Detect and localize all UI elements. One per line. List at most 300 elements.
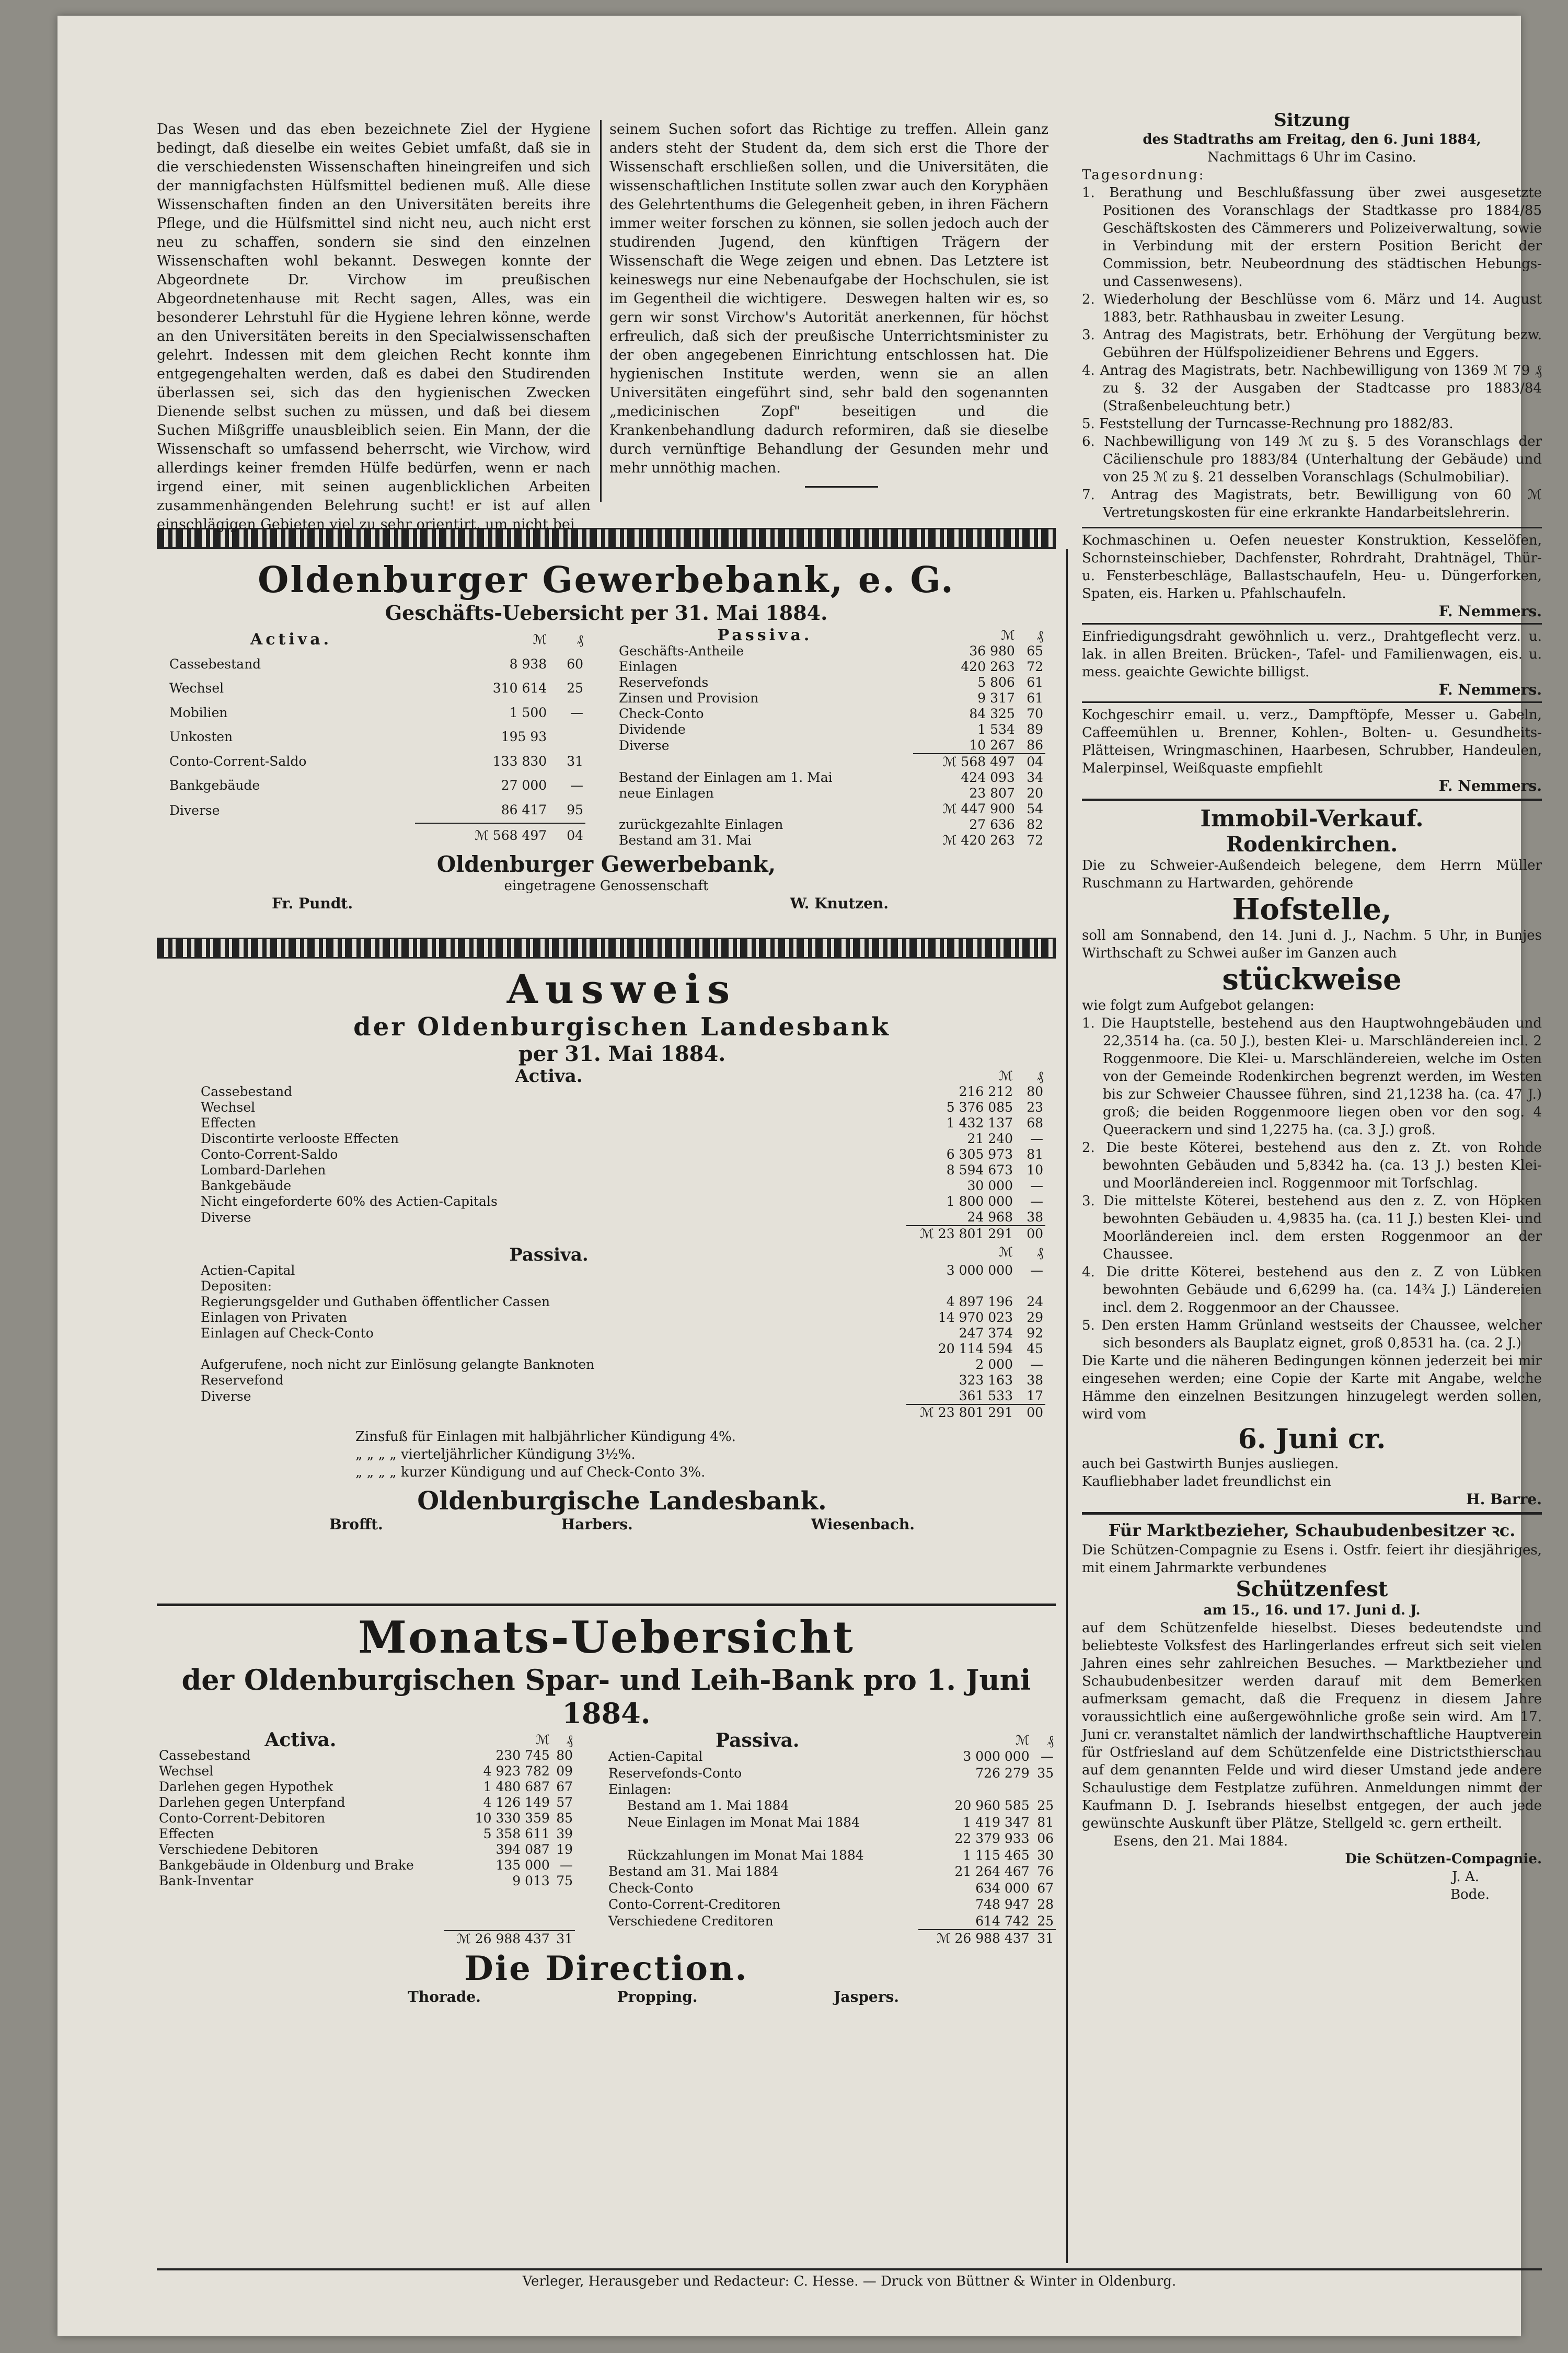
mark-symbol: ℳ bbox=[999, 1244, 1013, 1260]
spacer bbox=[899, 1084, 906, 1100]
table-row bbox=[199, 1178, 1045, 1194]
immobil-text4: Die Karte und die näheren Bedingungen können jederzeit bei mir eingesehen werden; eine Copie der Karte mit Angabe, welche Hämme den einzelnen Besitzungen hinzugelegt werden sollen, wird vom bbox=[1082, 1353, 1542, 1422]
landesbank-date: per 31. Mai 1884. bbox=[518, 1042, 726, 1066]
row-label: Einlagen von Privaten bbox=[201, 1310, 348, 1325]
row-m: 22 379 933 bbox=[954, 1831, 1030, 1847]
nemmers-sign-2: F. Nemmers. bbox=[1438, 681, 1542, 698]
depositen-total-pf: 45 bbox=[1027, 1341, 1043, 1356]
row-d: — bbox=[570, 778, 583, 793]
gewerbebank-section bbox=[157, 549, 1056, 936]
immobil-date: 6. Juni cr. bbox=[1238, 1423, 1386, 1455]
row-d: 95 bbox=[567, 802, 583, 818]
row-label: Lombard-Darlehen bbox=[201, 1162, 326, 1178]
property-item: 4. Die dritte Köterei, bestehend aus den z. Z von Lübken bewohnten Gebäude und 6,6299 ha. (ca. 14¾ J.) Ländereien incl. dem 2. Roggenmoor an der Chaussee. bbox=[1082, 1264, 1542, 1316]
left-column bbox=[157, 89, 1056, 2019]
row-d: 17 bbox=[1027, 1388, 1043, 1403]
row-d: 81 bbox=[1037, 1814, 1054, 1830]
passiva-label: Passiva. bbox=[509, 1244, 589, 1265]
table-row bbox=[167, 652, 585, 677]
row-d: 38 bbox=[1027, 1209, 1043, 1225]
zinsfuss-2: „ „ „ „ vierteljährlicher Kündigung 3½%. bbox=[355, 1447, 636, 1462]
row-d: 76 bbox=[1037, 1864, 1054, 1879]
row-m: 4 923 782 bbox=[483, 1763, 550, 1779]
signature-jaspers: Jaspers. bbox=[834, 1988, 899, 2005]
table-row bbox=[617, 722, 1045, 737]
immobil-list bbox=[1082, 1014, 1542, 1352]
row-d: — bbox=[1030, 1194, 1043, 1209]
row-label: Mobilien bbox=[169, 705, 228, 720]
row-label: Verschiedene Debitoren bbox=[159, 1842, 318, 1857]
schuetzen-title: Für Marktbezieher, Schaubudenbesitzer ꝛc. bbox=[1108, 1520, 1516, 1540]
row-d: 25 bbox=[567, 680, 583, 696]
row-m: 195 93 bbox=[501, 729, 547, 745]
table-row bbox=[606, 1765, 1056, 1781]
table-row bbox=[157, 1873, 575, 1889]
row-d: 89 bbox=[1027, 722, 1043, 737]
table-row bbox=[199, 1209, 1045, 1226]
property-item: 3. Die mittelste Köterei, bestehend aus den z. Z. von Höpken bewohnten Gebäuden u. 4,9835 ha. (ca. 11 J.) besten Klei- und Moorländereien incl. dem ersten Roggenmoor an der Chaussee. bbox=[1082, 1193, 1542, 1262]
row-label: Diverse bbox=[619, 737, 670, 753]
row-label: Einlagen: bbox=[608, 1782, 672, 1797]
activa-total-pf: 04 bbox=[549, 823, 585, 848]
row-label: Conto-Corrent-Saldo bbox=[169, 753, 307, 769]
table-row bbox=[199, 1084, 1045, 1100]
row-m: 6 305 973 bbox=[946, 1147, 1013, 1162]
signature-thorade: Thorade. bbox=[408, 1988, 481, 2005]
row-m: 1 534 bbox=[977, 722, 1015, 737]
table-row bbox=[606, 1814, 1056, 1830]
row-d: 57 bbox=[556, 1795, 573, 1810]
row-d: 92 bbox=[1027, 1325, 1043, 1341]
agenda-item: 6. Nachbewilligung von 149 ℳ zu §. 5 des Voranschlags der Cäcilienschule pro 1883/84 (Unterhaltung der Gebäude) und von 25 ℳ zu §. 21 desselben Voranschlags (Schulmobiliar). bbox=[1082, 434, 1542, 485]
ad-rule bbox=[1082, 1512, 1542, 1515]
table-row bbox=[157, 1810, 575, 1826]
spacer bbox=[909, 1880, 914, 1896]
schuetzen-ia: J. A. bbox=[1452, 1869, 1479, 1885]
immobil-sign: H. Barre. bbox=[1466, 1491, 1542, 1508]
passiva-total-pf: 00 bbox=[1015, 1404, 1045, 1421]
table-row bbox=[199, 1294, 1045, 1310]
table-row bbox=[157, 1763, 575, 1779]
spacer bbox=[909, 1847, 914, 1863]
spacer bbox=[909, 1781, 914, 1797]
activa-total: ℳ 23 801 291 bbox=[906, 1226, 1015, 1242]
row-m: 135 000 bbox=[495, 1858, 550, 1873]
table-row bbox=[167, 725, 585, 749]
passiva-total: ℳ 568 497 bbox=[913, 754, 1017, 770]
row-d: 10 bbox=[1027, 1162, 1043, 1178]
row-m: 4 126 149 bbox=[483, 1795, 550, 1810]
table-row bbox=[606, 1913, 1056, 1930]
spacer bbox=[909, 1831, 914, 1847]
row-d bbox=[1032, 1781, 1056, 1797]
activa-label: Activa. bbox=[250, 630, 332, 649]
agenda-item: 4. Antrag des Magistrats, betr. Nachbewilligung von 1369 ℳ 79 ₰ zu §. 32 der Ausgaben der Stadtcasse pro 1883/84 (Straßenbeleuchtung betr.) bbox=[1082, 363, 1542, 414]
article-right: seinem Suchen sofort das Richtige zu treffen. Allein ganz anders steht der Student da, dem sich erst die Thore der Wissenschaft erschließen sollen, und die Universitäten, die wissenschaftlichen Institute sollen zwar auch den Koryphäen des Gelehrtenthums die Gelegenheit geben, in ihren Fächern immer weiter forschen zu können, sie sollen jedoch auch der studirenden Jugend, den künftigen Trägern der Wissenschaft die Wege zeigen und ebnen. Das Letztere ist keineswegs nur eine Nebenaufgabe der Hochschulen, sie ist im Gegentheil die wichtigere. Deswegen halten wir es, so gern wir sonst Virchow's Autorität anerkennen, für höchst erfreulich, daß sich der preußische Unterrichtsminister zu der oben angegebenen Einrichtung entschlossen hat. Die hygienischen Institute werden, wenn sie an allen Universitäten eingeführt sind, sehr bald den sogenannten „medicinischen Zopf" beseitigen und die Krankenbehandlung dadurch reformiren, daß sie dieselbe durch vernünftige Behandlung der Gesunden mehr und mehr unnöthig machen. bbox=[609, 121, 1048, 476]
spacer bbox=[914, 1847, 918, 1863]
row-label: Effecten bbox=[159, 1826, 214, 1841]
passiva-total-pf: 31 bbox=[1032, 1930, 1056, 1947]
ad-rule bbox=[1082, 799, 1542, 801]
row-m: 748 947 bbox=[975, 1897, 1030, 1912]
pf-symbol: ₰ bbox=[1036, 1244, 1043, 1260]
table-row bbox=[199, 1194, 1045, 1209]
mark-symbol: ℳ bbox=[999, 1068, 1013, 1083]
row-m: 4 897 196 bbox=[946, 1294, 1013, 1309]
table-row bbox=[606, 1896, 1056, 1912]
spacer bbox=[899, 1325, 906, 1341]
row-label: Geschäfts-Antheile bbox=[619, 643, 744, 659]
activa-label: Activa. bbox=[515, 1066, 583, 1087]
agenda-item: 7. Antrag des Magistrats, betr. Bewilligung von 60 ℳ Vertretungskosten für eine erkrankte Handarbeitslehrerin. bbox=[1082, 487, 1542, 521]
row-label: Cassebestand bbox=[169, 656, 261, 672]
row-d: 60 bbox=[567, 656, 583, 672]
row-d: 75 bbox=[556, 1873, 573, 1888]
row-label: Discontirte verlooste Effecten bbox=[201, 1131, 399, 1146]
row-label bbox=[606, 1831, 909, 1847]
spacer bbox=[899, 1372, 906, 1388]
sparbank-title: Monats-Uebersicht bbox=[358, 1611, 855, 1663]
row-d: 29 bbox=[1027, 1310, 1043, 1325]
row-d: 82 bbox=[1027, 817, 1043, 832]
sparbank-section bbox=[157, 1606, 1056, 2019]
table-row bbox=[606, 1798, 1056, 1814]
sparbank-passiva bbox=[606, 1729, 1056, 1947]
row-label: Einlagen auf Check-Conto bbox=[201, 1325, 374, 1341]
table-row bbox=[606, 1864, 1056, 1880]
passiva-total-pf: 04 bbox=[1017, 754, 1045, 770]
row-m: 8 938 bbox=[509, 656, 547, 672]
row-label: Effecten bbox=[201, 1115, 256, 1131]
row-label: Zinsen und Provision bbox=[619, 690, 759, 706]
table-row bbox=[606, 1847, 1056, 1863]
pf-symbol: ₰ bbox=[566, 1732, 573, 1747]
mark-symbol: ℳ bbox=[1015, 1732, 1030, 1748]
gewerbebank-sign-name: Oldenburger Gewerbebank, bbox=[436, 851, 776, 877]
row-d: 35 bbox=[1037, 1765, 1054, 1781]
row-m: ℳ 420 263 bbox=[942, 833, 1015, 848]
nemmers-ad-3: Kochgeschirr email. u. verz., Dampftöpfe, Messer u. Gabeln, Caffeemühlen u. Brenner, Kohlen-, Bolten- u. Gesundheits-Plätteisen, Wringmaschinen, Haarbesen, Schrubber, Handeulen, Malerpinsel, Weißquaste empfiehlt bbox=[1082, 707, 1542, 776]
spacer bbox=[899, 1115, 906, 1131]
immobil-text3: wie folgt zum Aufgebot gelangen: bbox=[1082, 998, 1315, 1013]
row-label: Bankgebäude bbox=[169, 778, 260, 793]
row-label: Regierungsgelder und Guthaben öffentlicher Cassen bbox=[201, 1294, 550, 1309]
table-row bbox=[606, 1748, 1056, 1764]
immobil-title: Immobil-Verkauf. bbox=[1200, 805, 1424, 832]
schuetzenfest-heading: Schützenfest bbox=[1236, 1577, 1388, 1601]
table-row bbox=[617, 833, 1045, 848]
schuetzen-sign: Die Schützen-Compagnie. bbox=[1345, 1851, 1542, 1867]
row-m: 2 000 bbox=[975, 1357, 1013, 1372]
table-row bbox=[617, 817, 1045, 833]
row-label: Neue Einlagen im Monat Mai 1884 bbox=[627, 1814, 860, 1830]
activa-total-pf: 00 bbox=[1015, 1226, 1045, 1242]
row-m: 1 480 687 bbox=[483, 1779, 550, 1794]
table-row bbox=[606, 1880, 1056, 1896]
row-m: 21 240 bbox=[967, 1131, 1013, 1146]
table-row bbox=[606, 1831, 1056, 1847]
spacer bbox=[914, 1781, 918, 1797]
row-label: Nicht eingeforderte 60% des Actien-Capitals bbox=[201, 1194, 498, 1209]
immobil-place: Rodenkirchen. bbox=[1226, 832, 1398, 857]
sitzung-line2: Nachmittags 6 Uhr im Casino. bbox=[1207, 149, 1416, 165]
row-label: Cassebestand bbox=[201, 1084, 293, 1099]
row-m: 726 279 bbox=[975, 1765, 1030, 1781]
row-d: 86 bbox=[1027, 737, 1043, 753]
row-d: — bbox=[1030, 1357, 1043, 1372]
table-row bbox=[199, 1131, 1045, 1147]
row-d: 25 bbox=[1037, 1798, 1054, 1814]
row-d: 28 bbox=[1037, 1897, 1054, 1912]
spacer bbox=[914, 1831, 918, 1847]
table-row bbox=[157, 1826, 575, 1842]
row-m: 86 417 bbox=[501, 802, 547, 818]
row-label: Bankgebäude bbox=[201, 1178, 292, 1193]
depositen-total: 20 114 594 bbox=[938, 1341, 1013, 1356]
landesbank-activa bbox=[199, 1068, 1045, 1421]
spacer bbox=[899, 1131, 906, 1147]
spacer bbox=[899, 1178, 906, 1194]
row-label: Actien-Capital bbox=[608, 1749, 703, 1764]
footer bbox=[157, 2268, 1542, 2290]
schuetzen-date: Esens, den 21. Mai 1884. bbox=[1113, 1833, 1288, 1849]
pf-symbol: ₰ bbox=[1047, 1732, 1054, 1748]
row-label: Bank-Inventar bbox=[159, 1873, 253, 1888]
row-m: 424 093 bbox=[961, 770, 1015, 785]
table-row bbox=[199, 1147, 1045, 1162]
row-label: Einlagen bbox=[619, 659, 678, 674]
row-label: Diverse bbox=[201, 1388, 251, 1404]
tagesordnung-list bbox=[1082, 184, 1542, 522]
row-m: 1 115 465 bbox=[963, 1847, 1030, 1863]
passiva-total: ℳ 26 988 437 bbox=[918, 1930, 1031, 1947]
table-row bbox=[199, 1388, 1045, 1404]
row-m: 10 267 bbox=[969, 737, 1015, 753]
table-row bbox=[157, 1858, 575, 1873]
row-d: 39 bbox=[556, 1826, 573, 1841]
spacer bbox=[899, 1209, 906, 1226]
row-label: Unkosten bbox=[169, 729, 233, 745]
property-item: 2. Die beste Köterei, bestehend aus den z. Zt. von Rohde bewohnten Gebäuden und 5,8342 ha. (ca. 13 J.) besten Klei- und Moorländereien incl. Roggenmoor mit Torfschlag. bbox=[1082, 1140, 1542, 1191]
table-row bbox=[167, 749, 585, 774]
spacer bbox=[909, 1798, 914, 1814]
signature-harbers: Harbers. bbox=[561, 1516, 633, 1533]
row-label: Bestand am 31. Mai 1884 bbox=[608, 1864, 779, 1879]
row-m: 420 263 bbox=[961, 659, 1015, 674]
row-label: Bestand am 1. Mai 1884 bbox=[627, 1798, 789, 1814]
row-pf: — bbox=[1030, 1263, 1043, 1278]
row-d: 25 bbox=[1037, 1913, 1054, 1929]
passiva-label: Passiva. bbox=[717, 626, 813, 644]
row-d: 80 bbox=[556, 1748, 573, 1763]
row-label bbox=[617, 801, 913, 817]
ad-rule bbox=[1082, 701, 1542, 703]
row-d: — bbox=[560, 1858, 573, 1873]
table-row bbox=[199, 1357, 1045, 1372]
article-left: Das Wesen und das eben bezeichnete Ziel der Hygiene bedingt, daß dieselbe ein weites Gebiet umfaßt, daß sie in die verschiedensten Wissenschaften hineingreifen und sich der mannigfachsten Hülfsmittel bedienen muß. Alle diese Wissenschaften finden an den Universitäten bereits ihre Pflege, und die Hülfsmittel sind nicht neu, auch nicht erst neu zu schaffen, sondern sie sind den einzelnen Wissenschaften wohl bekannt. Deswegen konnte der Abgeordnete Dr. Virchow im preußischen Abgeordnetenhause mit Recht sagen, Alles, was ein besonderer Lehrstuhl für die Hygiene lehren könne, werde an den Universitäten bereits in den Specialwissenschaften gelehrt. Indessen mit dem gleichen Recht konnte ihm entgegengehalten werden, daß es dabei den Studirenden überlassen sei, sich das den hygienischen Zwecken Dienende selbst suchen zu müssen, und daß bei diesem Suchen Mißgriffe unausbleiblich seien. Ein Mann, der die Wissenschaft so umfassend beherrscht, wie Virchow, wird allerdings keiner fremden Hülfe bedürfen, wenn er nach irgend einer, mit seinen augenblicklichen Arbeiten zusammenhängenden Belehrung sucht! er ist auf allen einschlägigen Gebieten viel zu sehr orientirt, um nicht bei bbox=[157, 121, 591, 533]
spacer bbox=[914, 1864, 918, 1880]
activa-total-pf: 31 bbox=[552, 1931, 575, 1947]
row-m: 5 376 085 bbox=[946, 1100, 1013, 1115]
row-label: Conto-Corrent-Debitoren bbox=[159, 1810, 326, 1826]
mark-symbol: ℳ bbox=[533, 632, 547, 648]
row-m: 9 013 bbox=[512, 1873, 550, 1888]
imprint: Verleger, Herausgeber und Redacteur: C. Hesse. — Druck von Büttner & Winter in Oldenburg. bbox=[522, 2274, 1177, 2289]
row-m: 216 212 bbox=[959, 1084, 1013, 1099]
row-d: 61 bbox=[1027, 675, 1043, 690]
agenda-item: 3. Antrag des Magistrats, betr. Erhöhung der Vergütung bezw. Gebühren der Hülfspolizeidiener Behrens und Eggers. bbox=[1082, 327, 1542, 361]
column-divider bbox=[600, 120, 602, 502]
spacer bbox=[909, 1814, 914, 1830]
row-d: 24 bbox=[1027, 1294, 1043, 1309]
row-m: 20 960 585 bbox=[954, 1798, 1030, 1814]
landesbank-subtitle: der Oldenburgischen Landesbank bbox=[353, 1012, 891, 1042]
row-m: 10 330 359 bbox=[475, 1810, 550, 1826]
row-label: Conto-Corrent-Creditoren bbox=[608, 1897, 781, 1912]
signature-wiesenbach: Wiesenbach. bbox=[811, 1516, 915, 1533]
signature-propping: Propping. bbox=[617, 1988, 698, 2005]
spacer bbox=[909, 1896, 914, 1912]
nemmers-sign-3: F. Nemmers. bbox=[1438, 777, 1542, 794]
row-mark: 3 000 000 bbox=[946, 1263, 1013, 1278]
newspaper-page bbox=[57, 16, 1542, 2336]
row-m: 14 970 023 bbox=[938, 1310, 1013, 1325]
row-d: 30 bbox=[1037, 1847, 1054, 1863]
table-row bbox=[617, 643, 1045, 659]
sitzung-line1: des Stadtraths am Freitag, den 6. Juni 1884, bbox=[1143, 132, 1481, 147]
mark-symbol: ℳ bbox=[1001, 628, 1015, 643]
row-m: 5 806 bbox=[977, 675, 1015, 690]
row-m: 394 087 bbox=[495, 1842, 550, 1857]
row-label: Verschiedene Creditoren bbox=[608, 1913, 774, 1929]
row-m: 23 807 bbox=[969, 786, 1015, 801]
row-label: Bestand der Einlagen am 1. Mai bbox=[619, 770, 833, 785]
row-label: Reservefonds-Conto bbox=[608, 1765, 742, 1781]
sitzung-title: Sitzung bbox=[1274, 110, 1350, 131]
row-label: Diverse bbox=[201, 1209, 251, 1225]
row-d: 72 bbox=[1027, 833, 1043, 848]
nemmers-ad-2: Einfriedigungsdraht gewöhnlich u. verz., Drahtgeflecht verz. u. lak. in allen Breiten. Brücken-, Tafel- und Familienwagen, eis. u. mess. geaichte Gewichte billigst. bbox=[1082, 629, 1542, 680]
sparbank-activa bbox=[157, 1729, 575, 1947]
row-m: 1 419 347 bbox=[963, 1814, 1030, 1830]
nemmers-sign-1: F. Nemmers. bbox=[1438, 603, 1542, 620]
passiva-total: ℳ 23 801 291 bbox=[906, 1404, 1015, 1421]
main-divider bbox=[1066, 549, 1068, 2263]
row-d: 09 bbox=[556, 1763, 573, 1779]
row-label: Reservefonds bbox=[619, 675, 709, 690]
zinsfuss-3: „ „ „ „ kurzer Kündigung und auf Check-Conto 3%. bbox=[355, 1464, 706, 1480]
row-label: zurückgezahlte Einlagen bbox=[619, 817, 783, 832]
immobil-intro: Die zu Schweier-Außendeich belegene, dem Herrn Müller Ruschmann zu Hartwarden, gehörende bbox=[1082, 858, 1542, 891]
row-m: 24 968 bbox=[967, 1209, 1013, 1225]
landesbank-section bbox=[157, 959, 1056, 1604]
right-column bbox=[1082, 110, 1542, 1904]
row-d: — bbox=[1030, 1131, 1043, 1146]
row-d: — bbox=[1030, 1178, 1043, 1193]
row-label: Dividende bbox=[619, 722, 686, 737]
table-row bbox=[199, 1100, 1045, 1115]
gewerbebank-subtitle: Geschäfts-Uebersicht per 31. Mai 1884. bbox=[385, 601, 828, 625]
spacer bbox=[899, 1194, 906, 1209]
schuetzen-name: Bode. bbox=[1450, 1887, 1490, 1902]
row-m: 84 325 bbox=[969, 706, 1015, 721]
row-m: 634 000 bbox=[975, 1880, 1030, 1896]
end-rule bbox=[805, 486, 878, 488]
row-m: 21 264 467 bbox=[954, 1864, 1030, 1879]
row-d: 67 bbox=[1037, 1880, 1054, 1896]
spacer bbox=[914, 1748, 918, 1764]
tagesordnung-label: Tagesordnung: bbox=[1082, 167, 1205, 183]
row-m: 27 000 bbox=[501, 778, 547, 793]
schuetzen-text: auf dem Schützenfelde hieselbst. Dieses bedeutendste und beliebteste Volksfest des Harlingerlandes erfreut sich seit vielen Jahren eines sehr zahlreichen Besuches. — Marktbezieher und Schaubudenbesitzer werden darauf mit dem Bemerken aufmerksam gemacht, daß die Frequenz in diesem Jahre voraussichtlich eine außergewöhnliche große sein wird. Am 17. Juni cr. veranstaltet nämlich der landwirthschaftliche Hauptverein für Ostfriesland auf dem Schützenfelde eine Districtsthierschau auf dem genannten Felde und wird dieser Umstand jede andere Schaulustige dem Festplatze zuführen. Anmeldungen nimmt der Kaufmann D. J. Isebrands hieselbst entgegen, der auch jede gewünschte Auskunft über Plätze, Stellgeld ꝛc. gern ertheilt. bbox=[1082, 1620, 1542, 1831]
row-d: 23 bbox=[1027, 1100, 1043, 1115]
spacer bbox=[899, 1310, 906, 1325]
pf-symbol: ₰ bbox=[577, 632, 583, 648]
row-d bbox=[549, 725, 585, 749]
signature-pundt: Fr. Pundt. bbox=[272, 895, 353, 912]
hofstelle-heading: Hofstelle, bbox=[1232, 892, 1392, 927]
agenda-item: 2. Wiederholung der Beschlüsse vom 6. März und 14. August 1883, betr. Rathhausbau in zweiter Lesung. bbox=[1082, 292, 1542, 325]
spacer bbox=[914, 1798, 918, 1814]
table-row bbox=[199, 1372, 1045, 1388]
row-m bbox=[918, 1781, 1031, 1797]
gewerbebank-passiva bbox=[617, 628, 1045, 848]
table-row bbox=[167, 701, 585, 725]
mark-symbol: ℳ bbox=[536, 1732, 550, 1747]
row-m: ℳ 447 900 bbox=[942, 801, 1015, 816]
row-m: 310 614 bbox=[492, 680, 547, 696]
row-m: 27 636 bbox=[969, 817, 1015, 832]
row-d: 81 bbox=[1027, 1147, 1043, 1162]
table-row bbox=[617, 675, 1045, 690]
row-d: 61 bbox=[1027, 690, 1043, 706]
row-d: 70 bbox=[1027, 706, 1043, 721]
row-d: 68 bbox=[1027, 1115, 1043, 1131]
direction-title: Die Direction. bbox=[464, 1949, 748, 1988]
row-label: Wechsel bbox=[201, 1100, 256, 1115]
depositen-label: Depositen: bbox=[201, 1278, 272, 1294]
row-d: 65 bbox=[1027, 643, 1043, 659]
agenda-item: 5. Feststellung der Turncasse-Rechnung pro 1882/83. bbox=[1082, 416, 1454, 432]
row-d: — bbox=[1041, 1749, 1054, 1764]
row-m: 1 432 137 bbox=[946, 1115, 1013, 1131]
signature-knutzen: W. Knutzen. bbox=[790, 895, 889, 912]
row-m: 3 000 000 bbox=[963, 1749, 1030, 1764]
table-row bbox=[617, 659, 1045, 675]
spacer bbox=[899, 1147, 906, 1162]
gewerbebank-tables bbox=[167, 628, 1045, 848]
spacer bbox=[914, 1896, 918, 1912]
row-m: 30 000 bbox=[967, 1178, 1013, 1193]
row-d: 72 bbox=[1027, 659, 1043, 674]
signature-brofft: Brofft. bbox=[329, 1516, 383, 1533]
spacer bbox=[914, 1765, 918, 1781]
gewerbebank-activa bbox=[167, 628, 585, 848]
table-row bbox=[617, 690, 1045, 706]
row-d: 19 bbox=[556, 1842, 573, 1857]
spacer bbox=[914, 1880, 918, 1896]
row-m: 8 594 673 bbox=[946, 1162, 1013, 1178]
table-row bbox=[199, 1115, 1045, 1131]
row-label: neue Einlagen bbox=[619, 786, 714, 801]
table-row bbox=[167, 774, 585, 798]
immobil-text6: Kaufliebhaber ladet freundlichst ein bbox=[1082, 1474, 1331, 1490]
pf-symbol: ₰ bbox=[1036, 1068, 1043, 1083]
row-d: 06 bbox=[1037, 1831, 1054, 1847]
row-d: 67 bbox=[556, 1779, 573, 1794]
table-row bbox=[157, 1779, 575, 1795]
spacer bbox=[899, 1294, 906, 1310]
